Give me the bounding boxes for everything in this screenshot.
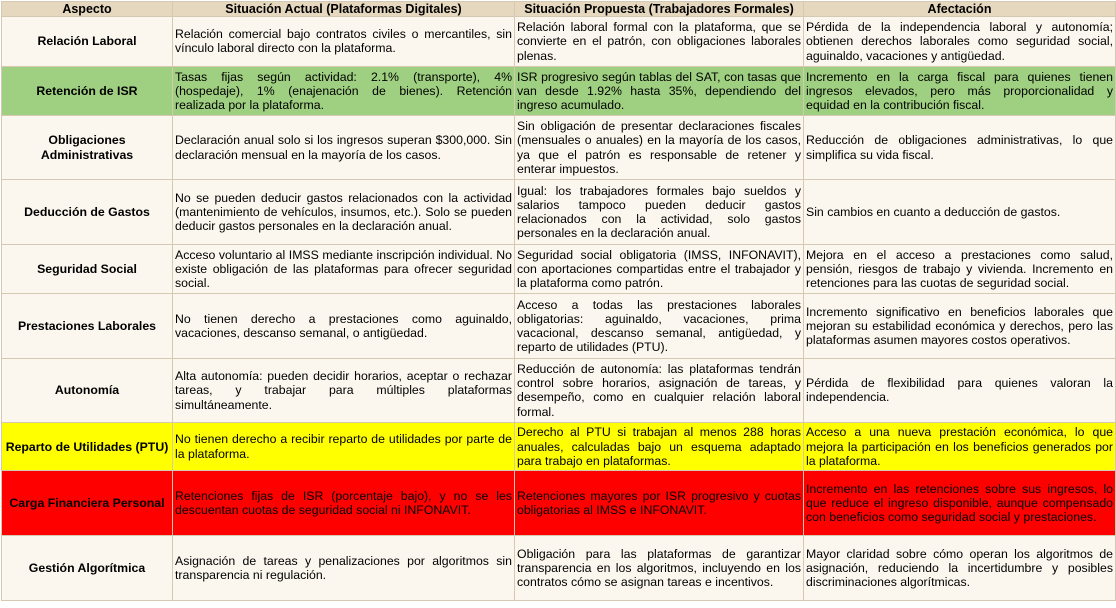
- impact-cell: Sin cambios en cuanto a deducción de gastos.: [804, 180, 1116, 245]
- table-row: [2, 116, 1116, 180]
- actual-cell: No se pueden deducir gastos relacionados con la actividad (mantenimiento de vehículos, insumos, etc.). Solo se pueden deducir gastos personales en la declaración anual.: [173, 180, 515, 245]
- actual-cell: Retenciones fijas de ISR (porcentaje bajo), y no se les descuentan cuotas de seguridad social ni INFONAVIT.: [173, 471, 515, 536]
- table-row: [2, 422, 1116, 471]
- table-row: [2, 66, 1116, 116]
- proposed-cell: Igual: los trabajadores formales bajo sueldos y salarios tampoco pueden deducir gastos relacionados con la actividad, solo gastos personales en la declaración anual.: [515, 180, 804, 245]
- table-row: [2, 536, 1116, 601]
- aspect-cell: Retención de ISR: [2, 66, 173, 116]
- table-row: [2, 294, 1116, 359]
- proposed-cell: Retenciones mayores por ISR progresivo y cuotas obligatorias al IMSS e INFONAVIT.: [515, 471, 804, 536]
- actual-cell: Relación comercial bajo contratos civiles o mercantiles, sin vínculo laboral directo con la plataforma.: [173, 17, 515, 67]
- header-row: [2, 2, 1116, 17]
- impact-cell: Mayor claridad sobre cómo operan los algoritmos de asignación, reduciendo la incertidumbre y posibles discriminaciones algorítmicas.: [804, 536, 1116, 601]
- impact-cell: Mejora en el acceso a prestaciones como salud, pensión, riesgos de trabajo y vivienda. Incremento en retenciones para las cuotas de seguridad social.: [804, 244, 1116, 294]
- aspect-cell: Autonomía: [2, 359, 173, 423]
- actual-cell: Alta autonomía: pueden decidir horarios, aceptar o rechazar tareas, y trabajar para múltiples plataformas simultáneamente.: [173, 359, 515, 423]
- proposed-cell: Acceso a todas las prestaciones laborales obligatorias: aguinaldo, vacaciones, prima vacacional, descanso semanal, antigüedad, y reparto de utilidades (PTU).: [515, 294, 804, 359]
- aspect-cell: Seguridad Social: [2, 244, 173, 294]
- header-afectacion: Afectación: [804, 2, 1116, 17]
- actual-cell: Acceso voluntario al IMSS mediante inscripción individual. No existe obligación de las plataformas para ofrecer seguridad social.: [173, 244, 515, 294]
- aspect-cell: Deducción de Gastos: [2, 180, 173, 245]
- impact-cell: Pérdida de la independencia laboral y autonomía; obtienen derechos laborales como seguridad social, aguinaldo, vacaciones y antigüedad.: [804, 17, 1116, 67]
- impact-cell: Incremento significativo en beneficios laborales que mejoran su estabilidad económica y derechos, pero las plataformas asumen mayores costos operativos.: [804, 294, 1116, 359]
- aspect-cell: Gestión Algorítmica: [2, 536, 173, 601]
- table-row: [2, 359, 1116, 423]
- impact-cell: Reducción de obligaciones administrativas, lo que simplifica su vida fiscal.: [804, 116, 1116, 180]
- comparison-table: [1, 1, 1116, 601]
- table-row: [2, 17, 1116, 67]
- aspect-cell: Obligaciones Administrativas: [2, 116, 173, 180]
- actual-cell: Asignación de tareas y penalizaciones por algoritmos sin transparencia ni regulación.: [173, 536, 515, 601]
- actual-cell: No tienen derecho a prestaciones como aguinaldo, vacaciones, descanso semanal, o antigüedad.: [173, 294, 515, 359]
- proposed-cell: Seguridad social obligatoria (IMSS, INFONAVIT), con aportaciones compartidas entre el trabajador y la plataforma como patrón.: [515, 244, 804, 294]
- proposed-cell: ISR progresivo según tablas del SAT, con tasas que van desde 1.92% hasta 35%, dependiendo del ingreso acumulado.: [515, 66, 804, 116]
- impact-cell: Acceso a una nueva prestación económica, lo que mejora la participación en los beneficios generados por la plataforma.: [804, 422, 1116, 471]
- proposed-cell: Sin obligación de presentar declaraciones fiscales (mensuales o anuales) en la mayoría de los casos, ya que el patrón es responsable de retener y enterar impuestos.: [515, 116, 804, 180]
- actual-cell: Declaración anual solo si los ingresos superan $300,000. Sin declaración mensual en la mayoría de los casos.: [173, 116, 515, 180]
- header-situacion-propuesta: Situación Propuesta (Trabajadores Formales): [515, 2, 804, 17]
- proposed-cell: Obligación para las plataformas de garantizar transparencia en los algoritmos, incluyendo en los contratos cómo se asignan tareas e incentivos.: [515, 536, 804, 601]
- header-situacion-actual: Situación Actual (Plataformas Digitales): [173, 2, 515, 17]
- table-row: [2, 244, 1116, 294]
- proposed-cell: Relación laboral formal con la plataforma, que se convierte en el patrón, con obligaciones laborales plenas.: [515, 17, 804, 67]
- table-row: [2, 180, 1116, 245]
- aspect-cell: Carga Financiera Personal: [2, 471, 173, 536]
- actual-cell: No tienen derecho a recibir reparto de utilidades por parte de la plataforma.: [173, 422, 515, 471]
- table-row: [2, 471, 1116, 536]
- header-aspecto: Aspecto: [2, 2, 173, 17]
- aspect-cell: Reparto de Utilidades (PTU): [2, 422, 173, 471]
- aspect-cell: Prestaciones Laborales: [2, 294, 173, 359]
- impact-cell: Pérdida de flexibilidad para quienes valoran la independencia.: [804, 359, 1116, 423]
- proposed-cell: Derecho al PTU si trabajan al menos 288 horas anuales, calculadas bajo un esquema adaptado para trabajo en plataformas.: [515, 422, 804, 471]
- actual-cell: Tasas fijas según actividad: 2.1% (transporte), 4% (hospedaje), 1% (enajenación de bienes). Retención realizada por la plataforma.: [173, 66, 515, 116]
- impact-cell: Incremento en las retenciones sobre sus ingresos, lo que reduce el ingreso disponible, aunque compensado con beneficios como seguridad social y prestaciones.: [804, 471, 1116, 536]
- impact-cell: Incremento en la carga fiscal para quienes tienen ingresos elevados, pero más proporcionalidad y equidad en la contribución fiscal.: [804, 66, 1116, 116]
- proposed-cell: Reducción de autonomía: las plataformas tendrán control sobre horarios, asignación de tareas, y desempeño, como en cualquier relación laboral formal.: [515, 359, 804, 423]
- aspect-cell: Relación Laboral: [2, 17, 173, 67]
